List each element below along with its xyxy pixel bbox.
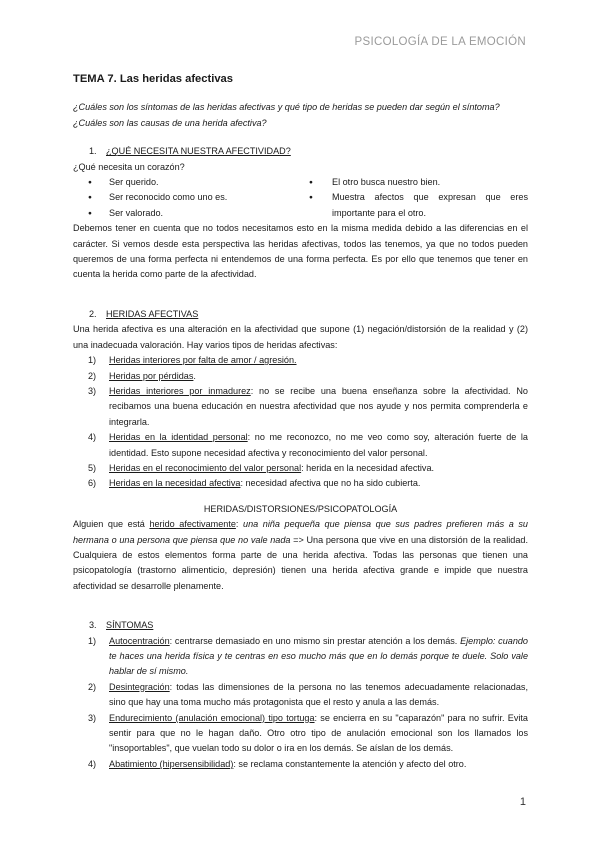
list-item: 3) Endurecimiento (anulación emocional) tipo tortuga: se encierra en su "caparazón" para no sufrir. Evita sentir para que no le hagan daño. Otro otro tipo de anulación emocional son los llamados los "insoportables", que vuelan todo su dolor o ira en los demás. Se aíslan de los demás. (88, 712, 528, 754)
section-2-title: HERIDAS AFECTIVAS (106, 308, 199, 319)
list-item: 1) Heridas interiores por falta de amor / agresión. (88, 355, 297, 366)
intro-question-1: ¿Cuáles son los síntomas de las heridas afectivas y qué tipo de heridas se pueden dar según el síntoma? (73, 102, 500, 113)
list-item: ● Ser reconocido como uno es. (73, 190, 299, 205)
list-item: ● Muestra afectos que expresan que eres importante para el otro. (299, 190, 528, 221)
list-item: ● Ser valorado. (73, 206, 299, 221)
needs-list-right (299, 175, 528, 221)
needs-list-left (73, 175, 299, 221)
symptoms-list (73, 634, 528, 773)
list-item: 4) Heridas en la identidad personal: no me reconozco, no me veo como soy, alteración fuerte de la identidad. Esto supone necesidad afectiva y reconocimiento del valor personal. (88, 432, 528, 458)
list-item: ● Ser querido. (73, 175, 299, 190)
page-header: PSICOLOGÍA DE LA EMOCIÓN (354, 36, 526, 48)
section-3-number: 3. (89, 620, 97, 631)
list-item: 3) Heridas interiores por inmadurez: no se recibe una buena enseñanza sobre la afectividad. No recibamos una buena educación en nuestra afectividad que nos ayude y nos permita comprenderla e integrarla. (88, 385, 528, 427)
needs-columns (73, 175, 528, 221)
section-1-heading (73, 144, 528, 159)
section-2-heading (73, 307, 528, 322)
wound-types-list (73, 353, 528, 492)
section-2-number: 2. (89, 308, 97, 319)
document-title: TEMA 7. Las heridas afectivas (73, 73, 234, 85)
list-item: 2) Desintegración: todas las dimensiones de la persona no las tenemos adecuadamente relacionadas, sino que hay una toma mucho más protagonista que el resto y anula a las demás. (88, 681, 528, 708)
section-1-paragraph: Debemos tener en cuenta que no todos necesitamos esto en la misma medida debido a las diferencias en el carácter. Si vemos desde esta perspectiva las heridas afectivas, todos las tenemos, ya que no todos pueden queremos de una forma perfecta ni entendemos de una forma perfecta. Es por ello que tenemos que tener en cuenta la herida como parte de la afectividad. (73, 223, 528, 280)
page-content (73, 70, 528, 772)
list-item: ● El otro busca nuestro bien. (299, 175, 528, 190)
list-item: 5) Heridas en el reconocimiento del valor personal: herida en la necesidad afectiva. (88, 462, 435, 473)
page-number: 1 (519, 796, 526, 808)
section-3-title: SÍNTOMAS (106, 620, 154, 631)
list-item: 6) Heridas en la necesidad afectiva: necesidad afectiva que no ha sido cubierta. (88, 478, 421, 489)
list-item: 1) Autocentración: centrarse demasiado en uno mismo sin prestar atención a los demás. Ejemplo: cuando te haces una herida física y te centras en eso mucho más que en lo demás porque te duele. Solo vale hablar de sí mismo. (88, 635, 528, 677)
section-2-intro: Una herida afectiva es una alteración en la afectividad que supone (1) negación/distorsión de la realidad y (2) una inadecuada valoración. Hay varios tipos de heridas afectivas: (73, 324, 528, 350)
list-item: 4) Abatimiento (hipersensibilidad): se reclama constantemente la atención y afecto del otro. (88, 758, 467, 769)
section-2-subheading: HERIDAS/DISTORSIONES/PSICOPATOLOGÍA (203, 503, 398, 514)
section-3-heading (73, 618, 528, 633)
section-1-question: ¿Qué necesita un corazón? (73, 161, 185, 172)
section-2-paragraph: Alguien que está herido afectivamente: una niña pequeña que piensa que sus padres prefieren más a su hermana o una persona que piensa que no vale nada => Una persona que vive en una distorsión de la realidad. Cualquiera de estos elementos forma parte de una herida afectiva. Todas las personas que tienen una psicopatología (trastorno alimenticio, depresión) tienen una herida afectiva grande e impide que nuestra afectividad se desarrolle plenamente. (73, 519, 528, 591)
section-1-title: ¿QUÉ NECESITA NUESTRA AFECTIVIDAD? (106, 146, 291, 157)
list-item: 2) Heridas por pérdidas. (88, 370, 196, 381)
intro-question-2: ¿Cuáles son las causas de una herida afectiva? (73, 117, 267, 128)
section-1-number: 1. (89, 146, 97, 157)
